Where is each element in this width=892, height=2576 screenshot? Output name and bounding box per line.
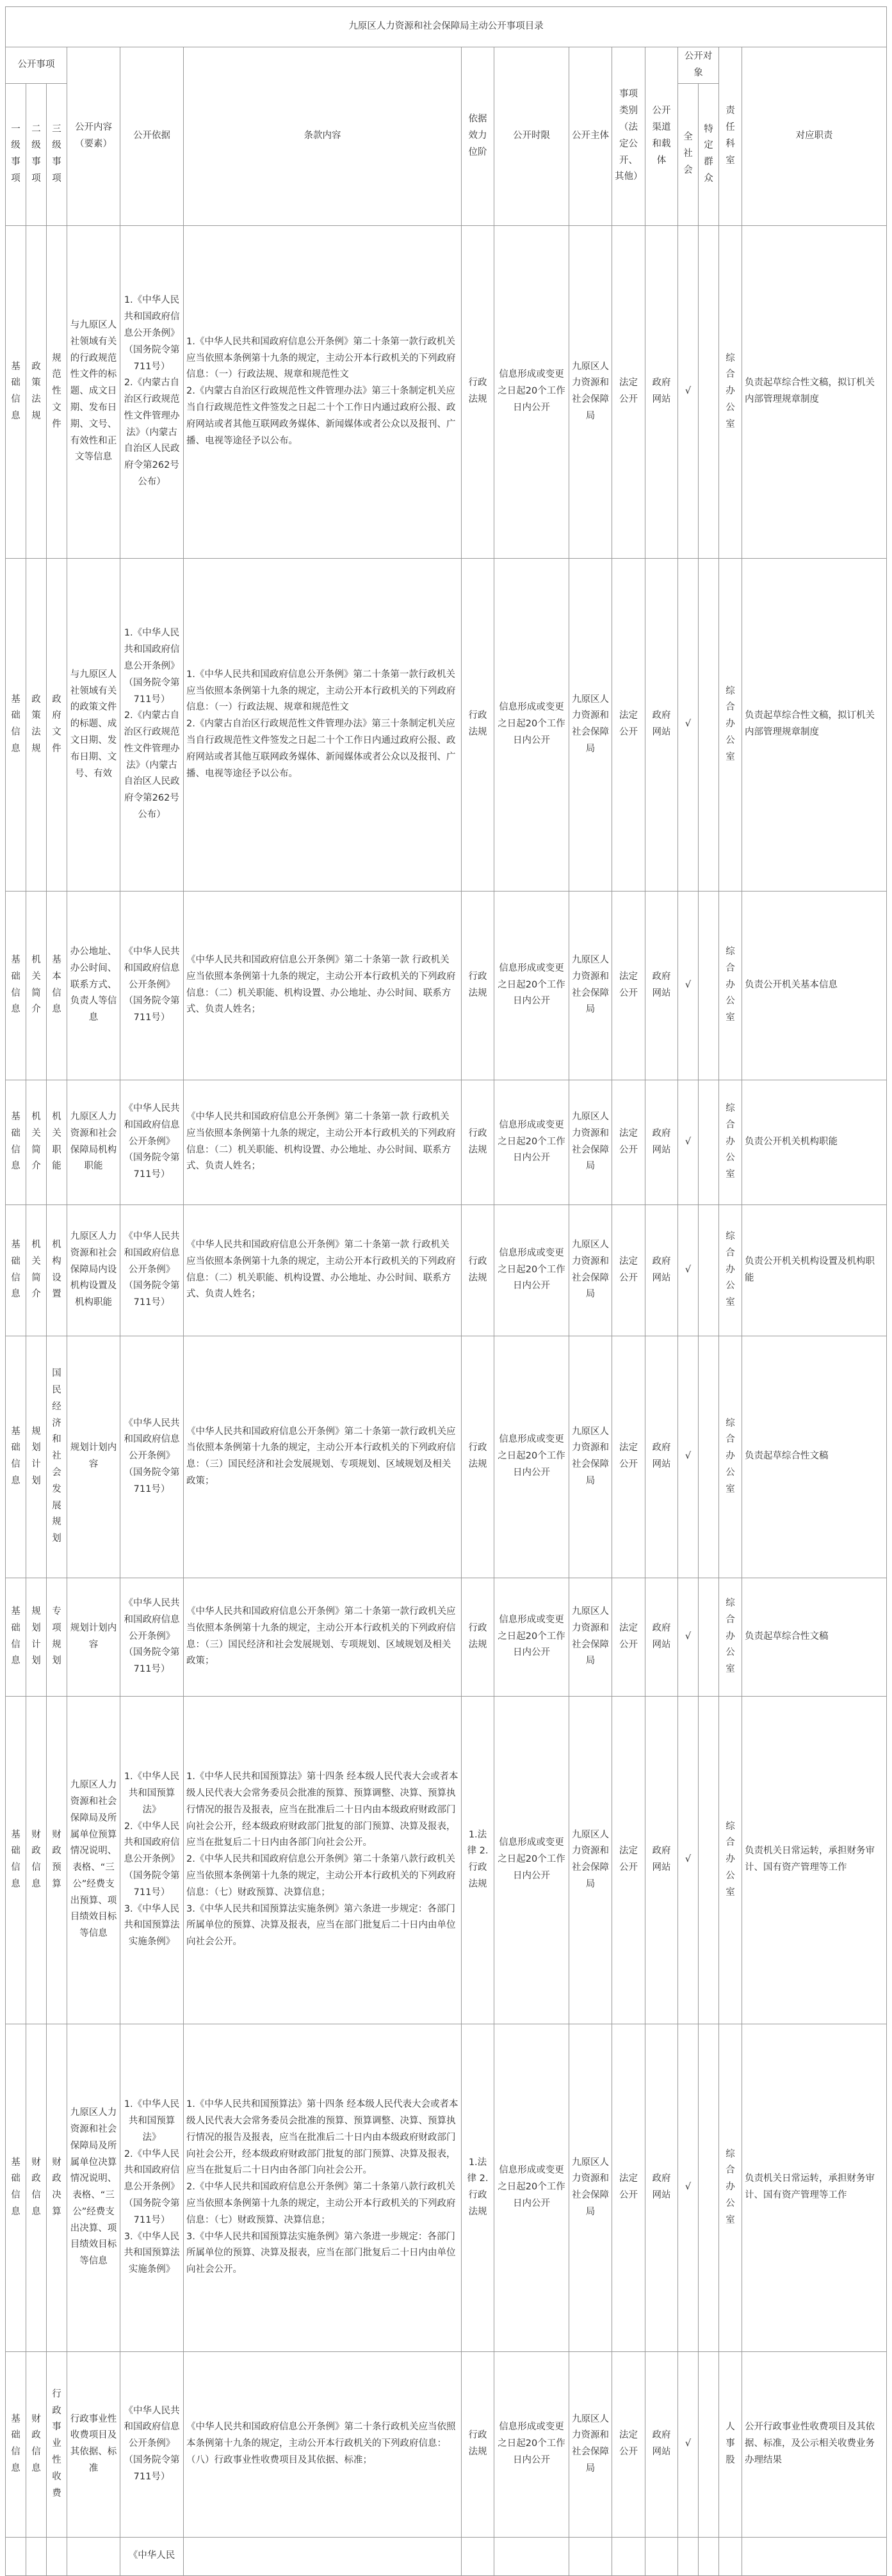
table-row [6,1696,887,2024]
cell-target-all: √ [678,2351,699,2537]
cell-clause [184,2537,462,2575]
cell-level3: 规范性文件 [47,225,67,558]
cell-dept: 综合办公室 [719,1336,742,1578]
cell-content: 与九原区人社领域有关的行政规范性文件的标题、成文日期、发布日期、文号、有效性和正文等信息 [67,225,120,558]
header-category: 事项类别（法定公开、其他） [612,47,645,226]
basis-item: 2.《内蒙古自治区行政规范性文件管理办法》（内蒙古自治区人民政府令第262号公布） [124,710,180,820]
cell-subject [569,2537,612,2575]
clause-paragraph: 《中华人民共和国政府信息公开条例》第二十条第一款行政机关应当依照本条例第十九条的规定，主动公开本行政机关的下列政府信息：（三）国民经济和社会发展规划、专项规划、区域规划及相关政策； [186,1606,456,1667]
header-target-all: 全社会 [678,83,699,225]
cell-subject: 九原区人力资源和社会保障局 [569,1336,612,1578]
cell-level2: 机关简介 [26,1204,47,1336]
clause-paragraph: 1.《中华人民共和国预算法》第十四条 经本级人民代表大会或者本级人民代表大会常务委员会批准的预算、预算调整、决算、预算执行情况的报告及报表，应当在批准后二十日内由本级政府财政部门向社会公开，经本级政府财政部门批复的部门预算、决算及报表，应当在批复后二十日内由各部门向社会公开。 [186,2099,458,2176]
cell-target-group [699,1578,719,1696]
cell-clause [184,2024,462,2351]
cell-duty: 负责起草综合性文稿 [742,1578,887,1696]
clause-paragraph: 《中华人民共和国政府信息公开条例》第二十条第一款 行政机关应当依照本条例第十九条的规定，主动公开本行政机关的下列政府信息：（二）机关职能、机构设置、办公地址、办公时间、联系方式、负责人姓名； [186,1112,456,1172]
cell-level2: 机关简介 [26,1080,47,1204]
cell-channel: 政府网站 [645,558,678,891]
cell-level2: 规划计划 [26,1578,47,1696]
cell-category [612,2537,645,2575]
cell-level2 [26,2537,47,2575]
disclosure-table [5,6,887,2576]
header-basis: 公开依据 [120,47,184,226]
cell-channel [645,2537,678,2575]
basis-item: 1.《中华人民共和国预算法》 [124,2099,180,2143]
header-disclosure-items: 公开事项 [6,47,67,84]
cell-target-all: √ [678,1336,699,1578]
table-row [6,225,887,558]
cell-level3: 财政预算 [47,1696,67,2024]
cell-duty: 负责起草综合性文稿，拟订机关内部管理规章制度 [742,225,887,558]
cell-clause [184,1578,462,1696]
cell-dept: 综合办公室 [719,2024,742,2351]
cell-level2: 财政信息 [26,2351,47,2537]
cell-subject: 九原区人力资源和社会保障局 [569,225,612,558]
basis-item: 2.《中华人民共和国政府信息公开条例》（国务院令第711号） [124,1821,180,1898]
clause-paragraph: 3.《中华人民共和国预算法实施条例》第六条进一步规定：各部门所属单位的预算、决算及报表，应当在部门批复后二十日内由单位向社会公开。 [186,1903,456,1948]
cell-content: 与九原区人社领域有关的政策文件的标题、成文日期、发布日期、文号、有效 [67,558,120,891]
table-row [6,1578,887,1696]
cell-subject: 九原区人力资源和社会保障局 [569,1696,612,2024]
table-row [6,2024,887,2351]
cell-content: 九原区人力资源和社会保障局机构职能 [67,1080,120,1204]
basis-item: 1.《中华人民共和国预算法》 [124,1772,180,1815]
header-level1: 一级事项 [6,83,26,225]
cell-level3 [47,2537,67,2575]
cell-basis [120,1578,184,1696]
cell-content: 九原区人力资源和社会保障局及所属单位决算情况说明、表格、“三公”经费支出决算、项目绩效目标等信息 [67,2024,120,2351]
cell-level3: 财政决算 [47,2024,67,2351]
cell-time-limit: 信息形成或变更之日起20个工作日内公开 [494,1696,569,2024]
clause-paragraph: 2.《内蒙古自治区行政规范性文件管理办法》第三十条制定机关应当自行政规范性文件签发之日起二十个工作日内通过政府公报、政府网站或者其他互联网政务媒体、新闻媒体或者公众以及报刊、广播、电视等途径予以公布。 [186,386,456,446]
cell-level2: 政策法规 [26,558,47,891]
basis-item: 《中华人民共和国政府信息公开条例》（国务院令第711号） [124,1103,180,1180]
clause-paragraph: 2.《中华人民共和国政府信息公开条例》第二十条第八款行政机关应当依照本条例第十九条的规定，主动公开本行政机关的下列政府信息：（七）财政预算、决算信息； [186,1854,456,1898]
cell-target-all: √ [678,891,699,1080]
clause-paragraph: 3.《中华人民共和国预算法实施条例》第六条进一步规定：各部门所属单位的预算、决算及报表，应当在部门批复后二十日内由单位向社会公开。 [186,2231,456,2275]
cell-clause [184,2351,462,2537]
cell-basis-level: 1.法律 2.行政法规 [462,2024,494,2351]
cell-time-limit: 信息形成或变更之日起20个工作日内公开 [494,2024,569,2351]
header-dept: 责任科室 [719,47,742,226]
cell-content: 九原区人力资源和社会保障局内设机构设置及机构职能 [67,1204,120,1336]
table-row [6,558,887,891]
cell-level1 [6,2537,26,2575]
cell-clause [184,225,462,558]
cell-channel: 政府网站 [645,1080,678,1204]
clause-paragraph: 1.《中华人民共和国预算法》第十四条 经本级人民代表大会或者本级人民代表大会常务委员会批准的预算、预算调整、决算、预算执行情况的报告及报表，应当在批准后二十日内由本级政府财政部门向社会公开，经本级政府财政部门批复的部门预算、决算及报表，应当在批复后二十日内由各部门向社会公开。 [186,1772,458,1848]
cell-clause [184,1204,462,1336]
cell-basis-level: 行政法规 [462,1578,494,1696]
cell-basis [120,2024,184,2351]
basis-item: 2.《中华人民共和国政府信息公开条例》（国务院令第711号） [124,2148,180,2225]
table-row [6,891,887,1080]
cell-target-all: √ [678,1578,699,1696]
cell-target-all: √ [678,558,699,891]
cell-channel: 政府网站 [645,1578,678,1696]
header-clause: 条款内容 [184,47,462,226]
cell-clause [184,558,462,891]
cell-level2: 机关简介 [26,891,47,1080]
cell-time-limit: 信息形成或变更之日起20个工作日内公开 [494,1080,569,1204]
cell-level1: 基础信息 [6,2024,26,2351]
cell-duty: 负责机关日常运转，承担财务审计、国有资产管理等工作 [742,2024,887,2351]
cell-dept: 综合办公室 [719,891,742,1080]
cell-basis [120,225,184,558]
cell-duty: 负责起草综合性文稿，拟订机关内部管理规章制度 [742,558,887,891]
cell-basis [120,1336,184,1578]
cell-category: 法定公开 [612,891,645,1080]
cell-level1: 基础信息 [6,225,26,558]
basis-item: 《中华人民共和国政府信息公开条例》（国务院令第711号） [124,1598,180,1675]
cell-content: 规划计划内容 [67,1336,120,1578]
basis-item: 《中华人民 [128,2550,175,2561]
cell-level1: 基础信息 [6,1696,26,2024]
cell-target-group [699,1204,719,1336]
cell-target-group [699,225,719,558]
cell-level3: 机关职能 [47,1080,67,1204]
cell-basis [120,891,184,1080]
cell-clause [184,1336,462,1578]
cell-channel: 政府网站 [645,1204,678,1336]
cell-dept [719,2537,742,2575]
cell-category: 法定公开 [612,1578,645,1696]
cell-channel: 政府网站 [645,2024,678,2351]
cell-level3: 机构设置 [47,1204,67,1336]
cell-subject: 九原区人力资源和社会保障局 [569,2351,612,2537]
cell-duty: 负责起草综合性文稿 [742,1336,887,1578]
header-level2: 二级事项 [26,83,47,225]
header-basis-level: 依据效力位阶 [462,47,494,226]
cell-category: 法定公开 [612,1696,645,2024]
cell-time-limit: 信息形成或变更之日起20个工作日内公开 [494,1336,569,1578]
cell-target-group [699,2024,719,2351]
clause-paragraph: 1.《中华人民共和国政府信息公开条例》第二十条第一款行政机关应当依照本条例第十九条的规定，主动公开本行政机关的下列政府信息：（一）行政法规、规章和规范性文 [186,336,456,380]
cell-dept: 综合办公室 [719,225,742,558]
cell-dept: 综合办公室 [719,1578,742,1696]
cell-target-group [699,1696,719,2024]
header-time-limit: 公开时限 [494,47,569,226]
cell-content: 九原区人力资源和社会保障局及所属单位预算情况说明、表格、“三公”经费支出预算、项目绩效目标等信息 [67,1696,120,2024]
clause-paragraph: 《中华人民共和国政府信息公开条例》第二十条行政机关应当依照本条例第十九条的规定，主动公开本行政机关的下列政府信息：（八）行政事业性收费项目及其依据、标准； [186,2422,456,2465]
cell-basis-level: 行政法规 [462,1080,494,1204]
cell-duty: 负责公开机关机构职能 [742,1080,887,1204]
clause-paragraph: 《中华人民共和国政府信息公开条例》第二十条第一款 行政机关应当依照本条例第十九条的规定，主动公开本行政机关的下列政府信息：（二）机关职能、机构设置、办公地址、办公时间、联系方式、负责人姓名； [186,955,456,1015]
cell-basis-level: 行政法规 [462,2351,494,2537]
table-row [6,1336,887,1578]
cell-target-group [699,2351,719,2537]
cell-time-limit: 信息形成或变更之日起20个工作日内公开 [494,891,569,1080]
cell-target-all [678,2537,699,2575]
cell-subject: 九原区人力资源和社会保障局 [569,891,612,1080]
header-target-group: 特定群众 [699,83,719,225]
cell-basis [120,2537,184,2575]
cell-level1: 基础信息 [6,1080,26,1204]
cell-content [67,2537,120,2575]
header-target: 公开对象 [678,47,719,84]
cell-target-all: √ [678,2024,699,2351]
cell-level2: 财政信息 [26,1696,47,2024]
cell-category: 法定公开 [612,1204,645,1336]
cell-duty [742,2537,887,2575]
cell-content: 规划计划内容 [67,1578,120,1696]
cell-duty: 负责机关日常运转，承担财务审计、国有资产管理等工作 [742,1696,887,2024]
cell-level3: 专项规划 [47,1578,67,1696]
cell-duty: 公开行政事业性收费项目及其依据、标准，及公示相关收费业务办理结果 [742,2351,887,2537]
cell-basis [120,1204,184,1336]
header-subject: 公开主体 [569,47,612,226]
cell-basis [120,558,184,891]
clause-paragraph: 《中华人民共和国政府信息公开条例》第二十条第一款行政机关应当依照本条例第十九条的规定，主动公开本行政机关的下列政府信息：（三）国民经济和社会发展规划、专项规划、区域规划及相关政策； [186,1426,456,1486]
cell-basis-level: 行政法规 [462,1204,494,1336]
cell-target-group [699,2537,719,2575]
cell-target-group [699,891,719,1080]
basis-item: 《中华人民共和国政府信息公开条例》（国务院令第711号） [124,1231,180,1308]
cell-time-limit: 信息形成或变更之日起20个工作日内公开 [494,558,569,891]
cell-level1: 基础信息 [6,1336,26,1578]
cell-category: 法定公开 [612,2351,645,2537]
cell-level3: 国民经济和社会发展规划 [47,1336,67,1578]
cell-time-limit [494,2537,569,2575]
table-row [6,2351,887,2537]
cell-basis-level: 行政法规 [462,891,494,1080]
cell-level1: 基础信息 [6,1204,26,1336]
cell-subject: 九原区人力资源和社会保障局 [569,1578,612,1696]
cell-dept: 综合办公室 [719,1696,742,2024]
cell-basis [120,1080,184,1204]
cell-level1: 基础信息 [6,891,26,1080]
header-duty: 对应职责 [742,47,887,226]
cell-subject: 九原区人力资源和社会保障局 [569,1204,612,1336]
header-channel: 公开渠道和载体 [645,47,678,226]
cell-target-all: √ [678,1080,699,1204]
cell-category: 法定公开 [612,225,645,558]
cell-basis-level: 1.法律 2.行政法规 [462,1696,494,2024]
cell-level1: 基础信息 [6,1578,26,1696]
cell-time-limit: 信息形成或变更之日起20个工作日内公开 [494,225,569,558]
cell-level1: 基础信息 [6,558,26,891]
cell-subject: 九原区人力资源和社会保障局 [569,1080,612,1204]
table-title: 九原区人力资源和社会保障局主动公开事项目录 [6,7,887,47]
basis-item: 1.《中华人民共和国政府信息公开条例》（国务院令第711号） [124,628,180,705]
table-row [6,2537,887,2575]
cell-level1: 基础信息 [6,2351,26,2537]
cell-duty: 负责公开机关机构设置及机构职能 [742,1204,887,1336]
cell-basis-level: 行政法规 [462,1336,494,1578]
cell-duty: 负责公开机关基本信息 [742,891,887,1080]
cell-time-limit: 信息形成或变更之日起20个工作日内公开 [494,1578,569,1696]
clause-paragraph: 2.《内蒙古自治区行政规范性文件管理办法》第三十条制定机关应当自行政规范性文件签发之日起二十个工作日内通过政府公报、政府网站或者其他互联网政务媒体、新闻媒体或者公众以及报刊、广播、电视等途径予以公布。 [186,719,456,779]
cell-basis-level: 行政法规 [462,225,494,558]
cell-channel: 政府网站 [645,2351,678,2537]
cell-target-group [699,558,719,891]
basis-item: 《中华人民共和国政府信息公开条例》（国务院令第711号） [124,947,180,1023]
cell-channel: 政府网站 [645,1696,678,2024]
cell-dept: 人事股 [719,2351,742,2537]
cell-category: 法定公开 [612,558,645,891]
cell-target-all: √ [678,1204,699,1336]
cell-basis-level: 行政法规 [462,558,494,891]
cell-level3: 政府文件 [47,558,67,891]
basis-item: 2.《内蒙古自治区行政规范性文件管理办法》（内蒙古自治区人民政府令第262号公布） [124,378,180,488]
cell-clause [184,1696,462,2024]
cell-channel: 政府网站 [645,225,678,558]
basis-item: 《中华人民共和国政府信息公开条例》（国务院令第711号） [124,1418,180,1494]
table-row [6,1204,887,1336]
cell-level3: 行政事业性收费 [47,2351,67,2537]
cell-category: 法定公开 [612,1336,645,1578]
cell-target-group [699,1080,719,1204]
basis-item: 1.《中华人民共和国政府信息公开条例》（国务院令第711号） [124,295,180,372]
cell-subject: 九原区人力资源和社会保障局 [569,558,612,891]
header-level3: 三级事项 [47,83,67,225]
basis-item: 《中华人民共和国政府信息公开条例》（国务院令第711号） [124,2405,180,2482]
cell-level2: 财政信息 [26,2024,47,2351]
cell-channel: 政府网站 [645,891,678,1080]
cell-channel: 政府网站 [645,1336,678,1578]
table-row [6,1080,887,1204]
clause-paragraph: 2.《中华人民共和国政府信息公开条例》第二十条第八款行政机关应当依照本条例第十九条的规定，主动公开本行政机关的下列政府信息：（七）财政预算、决算信息； [186,2182,456,2225]
cell-dept: 综合办公室 [719,1204,742,1336]
cell-target-all: √ [678,225,699,558]
cell-target-group [699,1336,719,1578]
cell-level3: 基本信息 [47,891,67,1080]
cell-time-limit: 信息形成或变更之日起20个工作日内公开 [494,1204,569,1336]
cell-clause [184,891,462,1080]
basis-item: 3.《中华人民共和国预算法实施条例》 [124,1903,180,1948]
cell-content: 行政事业性收费项目及其依据、标准 [67,2351,120,2537]
cell-dept: 综合办公室 [719,558,742,891]
cell-basis-level [462,2537,494,2575]
cell-subject: 九原区人力资源和社会保障局 [569,2024,612,2351]
header-content: 公开内容（要素） [67,47,120,226]
cell-category: 法定公开 [612,1080,645,1204]
cell-time-limit: 信息形成或变更之日起20个工作日内公开 [494,2351,569,2537]
cell-clause [184,1080,462,1204]
cell-basis [120,1696,184,2024]
clause-paragraph: 1.《中华人民共和国政府信息公开条例》第二十条第一款行政机关应当依照本条例第十九条的规定，主动公开本行政机关的下列政府信息：（一）行政法规、规章和规范性文 [186,669,456,713]
cell-basis [120,2351,184,2537]
basis-item: 3.《中华人民共和国预算法实施条例》 [124,2231,180,2275]
cell-category: 法定公开 [612,2024,645,2351]
cell-content: 办公地址、办公时间、联系方式、负责人等信息 [67,891,120,1080]
cell-level2: 政策法规 [26,225,47,558]
cell-target-all: √ [678,1696,699,2024]
cell-level2: 规划计划 [26,1336,47,1578]
cell-dept: 综合办公室 [719,1080,742,1204]
clause-paragraph: 《中华人民共和国政府信息公开条例》第二十条第一款 行政机关应当依照本条例第十九条的规定，主动公开本行政机关的下列政府信息：（二）机关职能、机构设置、办公地址、办公时间、联系方式、负责人姓名； [186,1240,456,1300]
